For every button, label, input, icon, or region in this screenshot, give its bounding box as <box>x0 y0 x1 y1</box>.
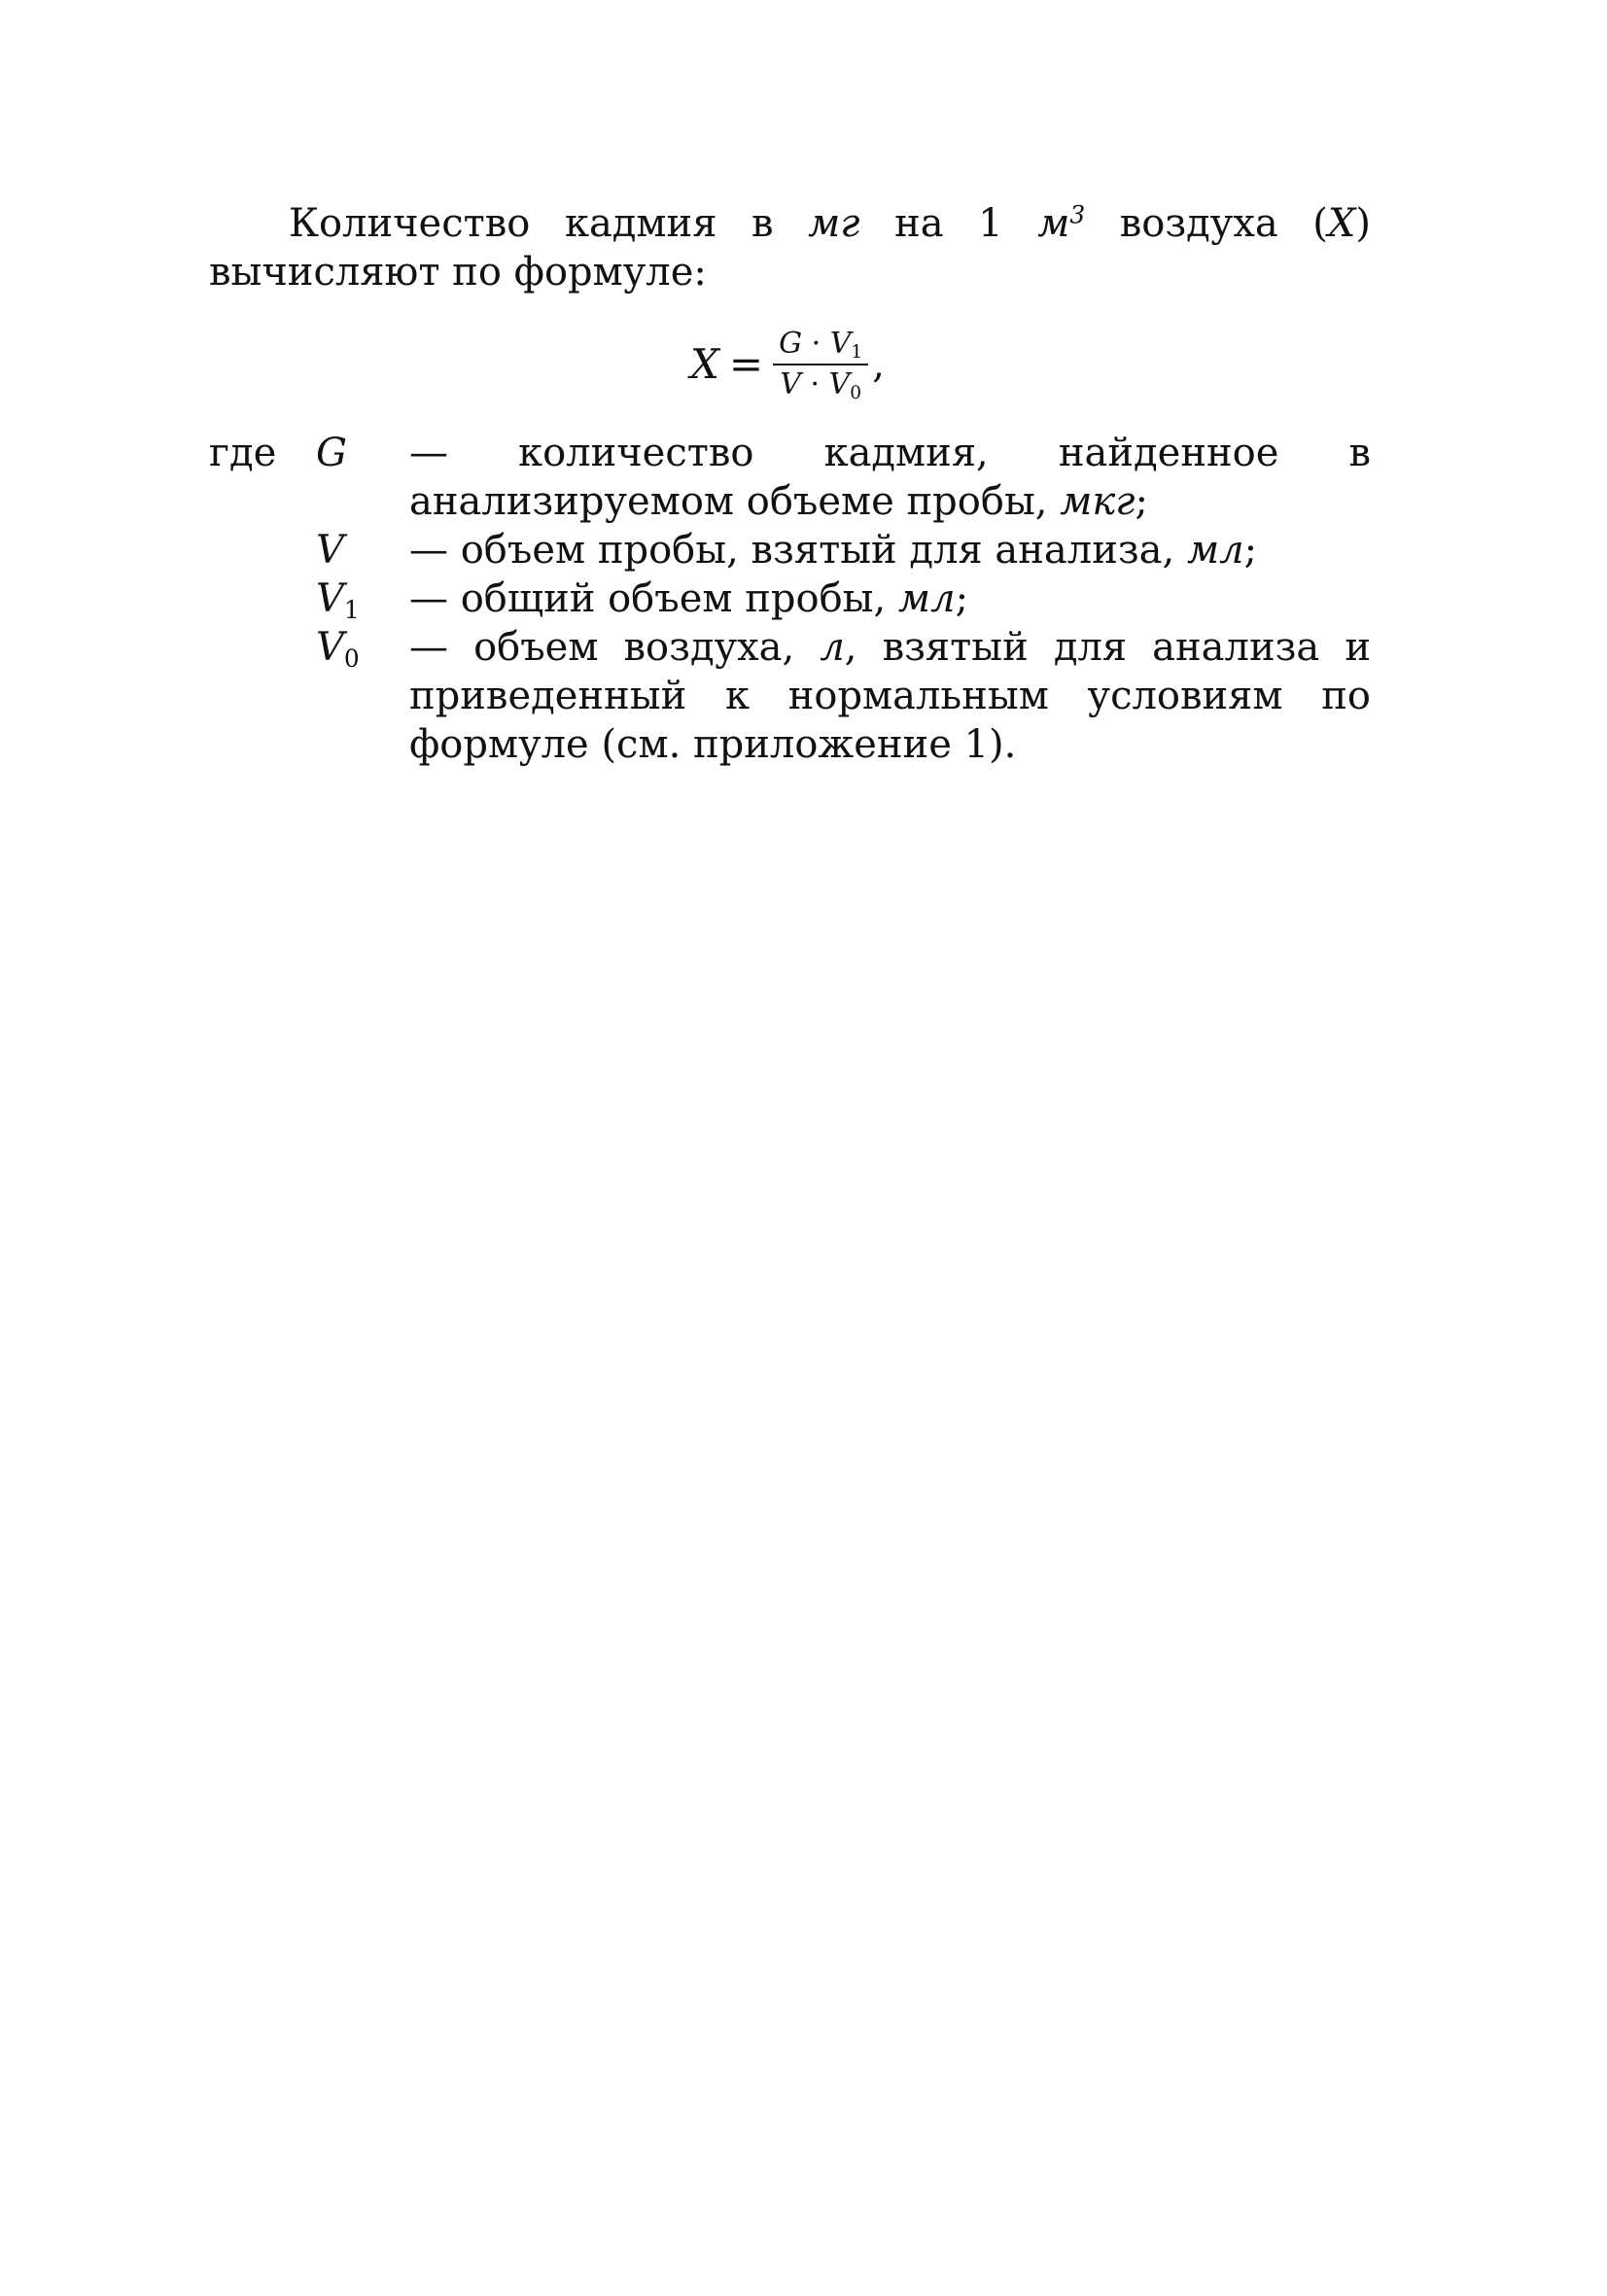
formula-lhs: X <box>690 340 719 388</box>
intro-part-1: Количество кадмия в <box>289 201 809 246</box>
legend-description <box>409 623 1371 769</box>
legend-tail: , взятый для анализа и приведенный к нормальным условиям по формуле (см. приложение 1). <box>409 625 1371 767</box>
legend-symbol <box>316 526 409 574</box>
legend-text: — общий объем пробы, <box>409 576 898 621</box>
legend-symbol <box>316 429 409 477</box>
legend-unit: мл <box>897 576 956 621</box>
legend-symbol-letter: V <box>316 576 344 621</box>
numerator-dot: · <box>802 327 830 361</box>
legend-unit: л <box>820 625 845 670</box>
variable-x: X <box>1327 201 1356 246</box>
legend-symbol-letter: G <box>316 431 347 475</box>
unit-cubic-meter <box>1037 201 1085 246</box>
denominator-v0-sub: 0 <box>850 383 862 404</box>
formula-numerator <box>773 327 868 364</box>
legend-symbol-letter: V <box>316 528 344 573</box>
numerator-g: G <box>779 327 803 361</box>
fraction-line <box>773 364 868 365</box>
legend-symbol-sub: 0 <box>343 644 360 673</box>
formula <box>690 314 1371 415</box>
unit-mg: мг <box>808 201 860 246</box>
legend-row-v <box>209 526 1371 574</box>
text-block <box>209 199 1371 769</box>
formula-comma: , <box>872 342 885 387</box>
legend-unit: мкг <box>1060 479 1135 524</box>
denominator-dot: · <box>800 367 829 401</box>
legend-symbol-sub: 1 <box>343 595 360 624</box>
legend-unit: мл <box>1186 528 1244 573</box>
numerator-v: V <box>829 327 852 361</box>
legend-text: — количество кадмия, найденное в анализируемом объеме пробы, <box>409 431 1371 524</box>
legend-tail: ; <box>1243 528 1258 573</box>
numerator-v-sub: 1 <box>851 342 863 364</box>
intro-part-3: воздуха ( <box>1085 201 1328 246</box>
denominator-v0: V <box>828 367 851 401</box>
legend-text: — объем воздуха, <box>409 625 821 670</box>
unit-m-power: 3 <box>1069 200 1086 229</box>
legend-symbol <box>316 623 409 672</box>
formula-denominator <box>774 367 867 404</box>
legend-tail: ; <box>1135 479 1148 524</box>
legend-row-g <box>209 429 1371 526</box>
legend-row-v1 <box>209 574 1371 623</box>
legend-description <box>409 429 1371 526</box>
legend-text: — объем пробы, взятый для анализа, <box>409 528 1187 573</box>
intro-part-4: ) вычисляют по формуле: <box>209 201 1371 295</box>
legend-where: где <box>209 431 277 475</box>
formula-equals: = <box>728 340 764 388</box>
legend-row-v0 <box>209 623 1371 769</box>
legend <box>209 429 1371 769</box>
unit-m: м <box>1037 201 1070 246</box>
denominator-v: V <box>780 367 801 401</box>
legend-description <box>409 574 1371 623</box>
formula-fraction <box>773 327 868 404</box>
legend-description <box>409 526 1371 574</box>
legend-symbol <box>316 574 409 623</box>
legend-tail: ; <box>955 576 969 621</box>
intro-part-2: на 1 <box>859 201 1038 246</box>
intro-paragraph <box>209 199 1371 296</box>
legend-symbol-letter: V <box>316 625 344 670</box>
